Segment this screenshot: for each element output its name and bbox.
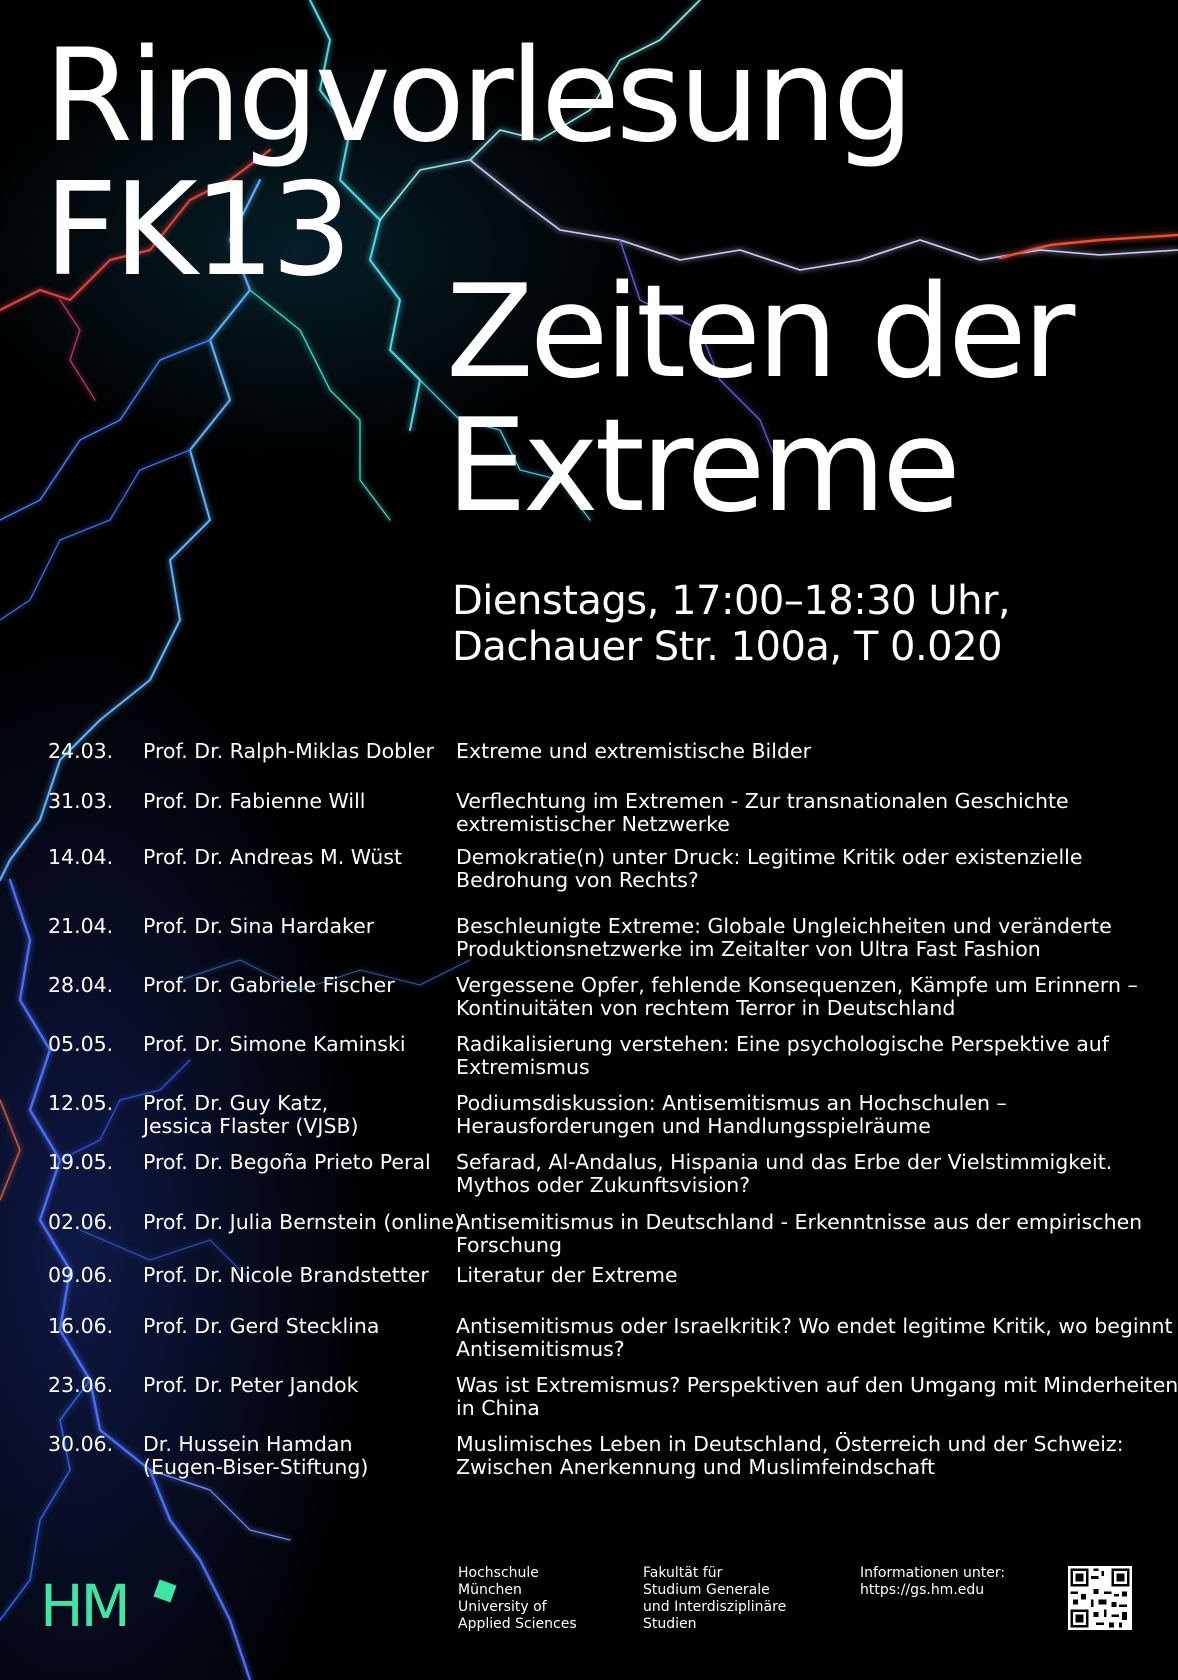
speaker-line: Prof. Dr. Fabienne Will	[143, 789, 366, 813]
lecture-topic	[456, 1433, 1156, 1479]
topic-line: Kontinuitäten von rechtem Terror in Deutschland	[456, 996, 956, 1020]
lecture-topic	[456, 1211, 1156, 1257]
topic-line: Forschung	[456, 1233, 562, 1257]
lecture-speaker	[143, 915, 453, 938]
lecture-date: 30.06.	[48, 1432, 114, 1456]
university-name	[458, 1565, 577, 1633]
lecture-topic	[456, 1314, 1173, 1361]
speaker-line: Prof. Dr. Julia Bernstein (online)	[143, 1210, 462, 1234]
topic-line: extremistischer Netzwerke	[456, 812, 730, 836]
speaker-line: Prof. Dr. Nicole Brandstetter	[143, 1263, 429, 1287]
lecture-topic	[456, 1151, 1156, 1197]
schedule-time: Dienstags, 17:00–18:30 Uhr,	[452, 578, 1011, 624]
speaker-line: Prof. Dr. Andreas M. Wüst	[143, 845, 402, 869]
topic-line: Extreme und extremistische Bilder	[456, 739, 811, 763]
speaker-line: (Eugen-Biser-Stiftung)	[143, 1455, 369, 1479]
speaker-line: Jessica Flaster (VJSB)	[143, 1114, 359, 1138]
topic-line: Zwischen Anerkennung und Muslimfeindschaft	[456, 1455, 936, 1479]
lecture-topic	[456, 740, 1156, 763]
subtitle-line-1: Zeiten der	[446, 258, 1072, 407]
university-line: Applied Sciences	[458, 1616, 577, 1632]
speaker-line: Dr. Hussein Hamdan	[143, 1432, 353, 1456]
lecture-speaker	[143, 1151, 453, 1174]
lecture-date: 12.05.	[48, 1091, 114, 1115]
lecture-speaker	[143, 1264, 453, 1287]
topic-line: Extremismus	[456, 1055, 590, 1079]
hm-logo-text: HM	[40, 1572, 128, 1640]
lecture-topic	[456, 974, 1156, 1020]
lecture-date: 02.06.	[48, 1210, 114, 1234]
faculty-line: und Interdisziplinäre	[643, 1599, 787, 1615]
info-block	[860, 1565, 1005, 1599]
topic-line: Sefarad, Al-Andalus, Hispania und das Erbe der Vielstimmigkeit.	[456, 1150, 1113, 1174]
topic-line: Mythos oder Zukunftsvision?	[456, 1173, 751, 1197]
speaker-line: Prof. Dr. Gabriele Fischer	[143, 973, 395, 997]
lecture-topic	[456, 915, 1156, 961]
speaker-line: Prof. Dr. Guy Katz,	[143, 1091, 329, 1115]
topic-line: Was ist Extremismus? Perspektiven auf den Umgang mit Minderheiten	[456, 1373, 1178, 1397]
university-line: Hochschule	[458, 1565, 539, 1581]
topic-line: Vergessene Opfer, fehlende Konsequenzen, Kämpfe um Erinnern –	[456, 973, 1138, 997]
lecture-topic	[456, 1033, 1156, 1079]
lecture-speaker	[143, 1374, 453, 1397]
lecture-date: 28.04.	[48, 973, 114, 997]
faculty-line: Studien	[643, 1616, 697, 1632]
topic-line: Podiumsdiskussion: Antisemitismus an Hochschulen –	[456, 1091, 1007, 1115]
lecture-date: 05.05.	[48, 1032, 114, 1056]
lecture-date: 24.03.	[48, 739, 114, 763]
lecture-topic	[456, 1373, 1178, 1420]
info-label: Informationen unter:	[860, 1565, 1006, 1581]
lecture-date: 09.06.	[48, 1263, 114, 1287]
topic-line: Verflechtung im Extremen - Zur transnationalen Geschichte	[456, 789, 1069, 813]
hm-logo	[40, 1572, 190, 1640]
topic-line: Antisemitismus in Deutschland - Erkenntnisse aus der empirischen	[456, 1210, 1143, 1234]
topic-line: Produktionsnetzwerke im Zeitalter von Ultra Fast Fashion	[456, 937, 1041, 961]
topic-line: Muslimisches Leben in Deutschland, Österreich und der Schweiz:	[456, 1432, 1124, 1456]
speaker-line: Prof. Dr. Sina Hardaker	[143, 914, 375, 938]
title-line-1: Ringvorlesung	[44, 22, 911, 171]
lecture-date: 31.03.	[48, 789, 114, 813]
lecture-speaker	[143, 740, 453, 763]
speaker-line: Prof. Dr. Ralph-Miklas Dobler	[143, 739, 434, 763]
faculty-name	[643, 1565, 786, 1633]
lecture-speaker	[143, 846, 453, 869]
lecture-topic	[456, 846, 1156, 892]
topic-line: Antisemitismus?	[456, 1337, 625, 1361]
qr-code-icon[interactable]	[1068, 1566, 1132, 1630]
schedule-location: Dachauer Str. 100a, T 0.020	[452, 624, 1003, 670]
lecture-speaker	[143, 1315, 453, 1338]
lecture-date: 23.06.	[48, 1373, 114, 1397]
topic-line: Demokratie(n) unter Druck: Legitime Kritik oder existenzielle	[456, 845, 1083, 869]
topic-line: Literatur der Extreme	[456, 1263, 678, 1287]
lecture-date: 14.04.	[48, 845, 114, 869]
lecture-topic	[456, 790, 1156, 836]
lecture-speaker	[143, 1433, 453, 1479]
topic-line: Radikalisierung verstehen: Eine psychologische Perspektive auf	[456, 1032, 1110, 1056]
lecture-date: 21.04.	[48, 914, 114, 938]
speaker-line: Prof. Dr. Peter Jandok	[143, 1373, 359, 1397]
speaker-line: Prof. Dr. Begoña Prieto Peral	[143, 1150, 431, 1174]
university-line: München	[458, 1582, 522, 1598]
topic-line: Bedrohung von Rechts?	[456, 868, 699, 892]
faculty-line: Fakultät für	[643, 1565, 723, 1581]
lecture-speaker	[143, 974, 453, 997]
title-line-2: FK13	[44, 156, 349, 305]
lecture-speaker	[143, 1210, 462, 1234]
speaker-line: Prof. Dr. Gerd Stecklina	[143, 1314, 380, 1338]
speaker-line: Prof. Dr. Simone Kaminski	[143, 1032, 406, 1056]
university-line: University of	[458, 1599, 547, 1615]
lecture-speaker	[143, 1092, 453, 1138]
topic-line: Beschleunigte Extreme: Globale Ungleichheiten und veränderte	[456, 914, 1112, 938]
lecture-date: 16.06.	[48, 1314, 114, 1338]
lecture-topic	[456, 1092, 1156, 1138]
topic-line: in China	[456, 1396, 540, 1420]
lecture-speaker	[143, 1033, 453, 1056]
info-link[interactable]: https://gs.hm.edu	[860, 1582, 985, 1598]
topic-line: Herausforderungen und Handlungsspielräume	[456, 1114, 931, 1138]
lecture-topic	[456, 1264, 1156, 1287]
hm-logo-square-icon	[153, 1579, 176, 1602]
lecture-speaker	[143, 790, 453, 813]
subtitle-line-2: Extreme	[446, 392, 957, 541]
faculty-line: Studium Generale	[643, 1582, 770, 1598]
topic-line: Antisemitismus oder Israelkritik? Wo endet legitime Kritik, wo beginnt	[456, 1314, 1173, 1338]
lecture-date: 19.05.	[48, 1150, 114, 1174]
